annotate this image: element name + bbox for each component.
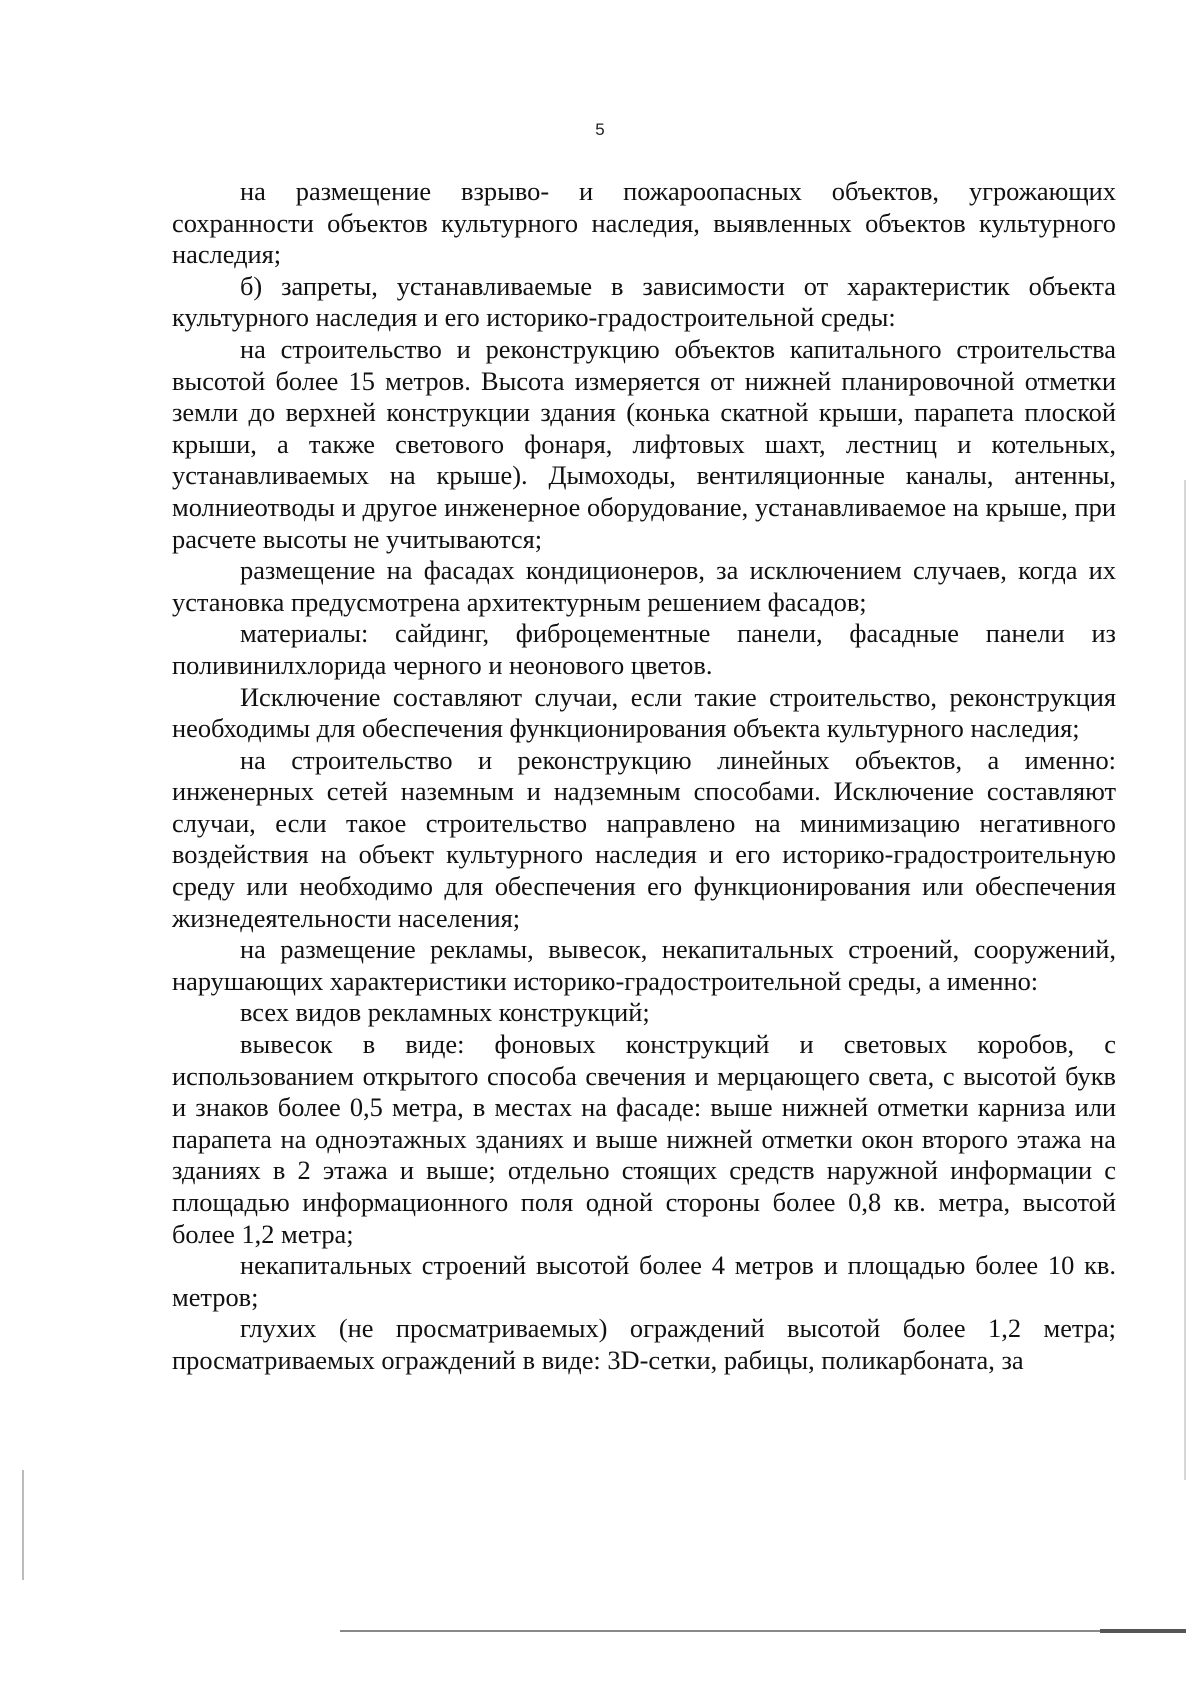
scan-edge-right [1184, 480, 1186, 1480]
page-number: 5 [595, 120, 605, 139]
bottom-rule-mark [1100, 1629, 1186, 1633]
paragraph: материалы: сайдинг, фиброцементные панели, фасадные панели из поливинилхлорида черного и неонового цветов. [172, 618, 1116, 680]
scan-edge-left [22, 1470, 24, 1580]
paragraph: вывесок в виде: фоновых конструкций и световых коробов, с использованием открытого способа свечения и мерцающего света, с высотой букв и знаков более 0,5 метра, в местах на фасаде: выше нижней отметки карниза или парапета на одноэтажных зданиях и выше нижней отметки окон второго этажа на зданиях в 2 этажа и выше; отдельно стоящих средств наружной информации с площадью информационного поля одной стороны более 0,8 кв. метра, высотой более 1,2 метра; [172, 1029, 1116, 1249]
paragraph: всех видов рекламных конструкций; [240, 997, 650, 1028]
paragraph: размещение на фасадах кондиционеров, за исключением случаев, когда их установка предусмотрена архитектурным решением фасадов; [172, 555, 1116, 617]
paragraph: Исключение составляют случаи, если такие строительство, реконструкция необходимы для обеспечения функционирования объекта культурного наследия; [172, 681, 1116, 744]
paragraph: на строительство и реконструкцию объектов капитального строительства высотой более 15 метров. Высота измеряется от нижней планировочной отметки земли до верхней конструкции здания (конька скатной крыши, парапета плоской крыши, а также светового фонаря, лифтовых шахт, лестниц и котельных, устанавливаемых на крыше). Дымоходы, вентиляционные каналы, антенны, молниеотводы и другое инженерное оборудование, устанавливаемое на крыше, при расчете высоты не учитываются; [172, 333, 1116, 554]
paragraph: на строительство и реконструкцию линейных объектов, а именно: инженерных сетей наземным и надземным способами. Исключение составляют случаи, если такое строительство направлено на минимизацию негативного воздействия на объект культурного наследия и его историко-градостроительную среду или необходимо для обеспечения его функционирования или обеспечения жизнедеятельности населения; [172, 744, 1116, 933]
paragraph: на размещение взрыво- и пожароопасных объектов, угрожающих сохранности объектов культурного наследия, выявленных объектов культурного наследия; [172, 176, 1116, 270]
paragraph: б) запреты, устанавливаемые в зависимости от характеристик объекта культурного наследия и его историко-градостроительной среды: [172, 270, 1116, 333]
paragraph: глухих (не просматриваемых) ограждений высотой более 1,2 метра; просматриваемых ограждений в виде: 3D-сетки, рабицы, поликарбоната, за [172, 1313, 1116, 1375]
bottom-rule [340, 1630, 1186, 1632]
paragraph: на размещение рекламы, вывесок, некапитальных строений, сооружений, нарушающих характеристики историко-градостроительной среды, а именно: [172, 934, 1116, 996]
paragraph: некапитальных строений высотой более 4 метров и площадью более 10 кв. метров; [172, 1250, 1116, 1312]
document-body [172, 176, 1116, 1377]
